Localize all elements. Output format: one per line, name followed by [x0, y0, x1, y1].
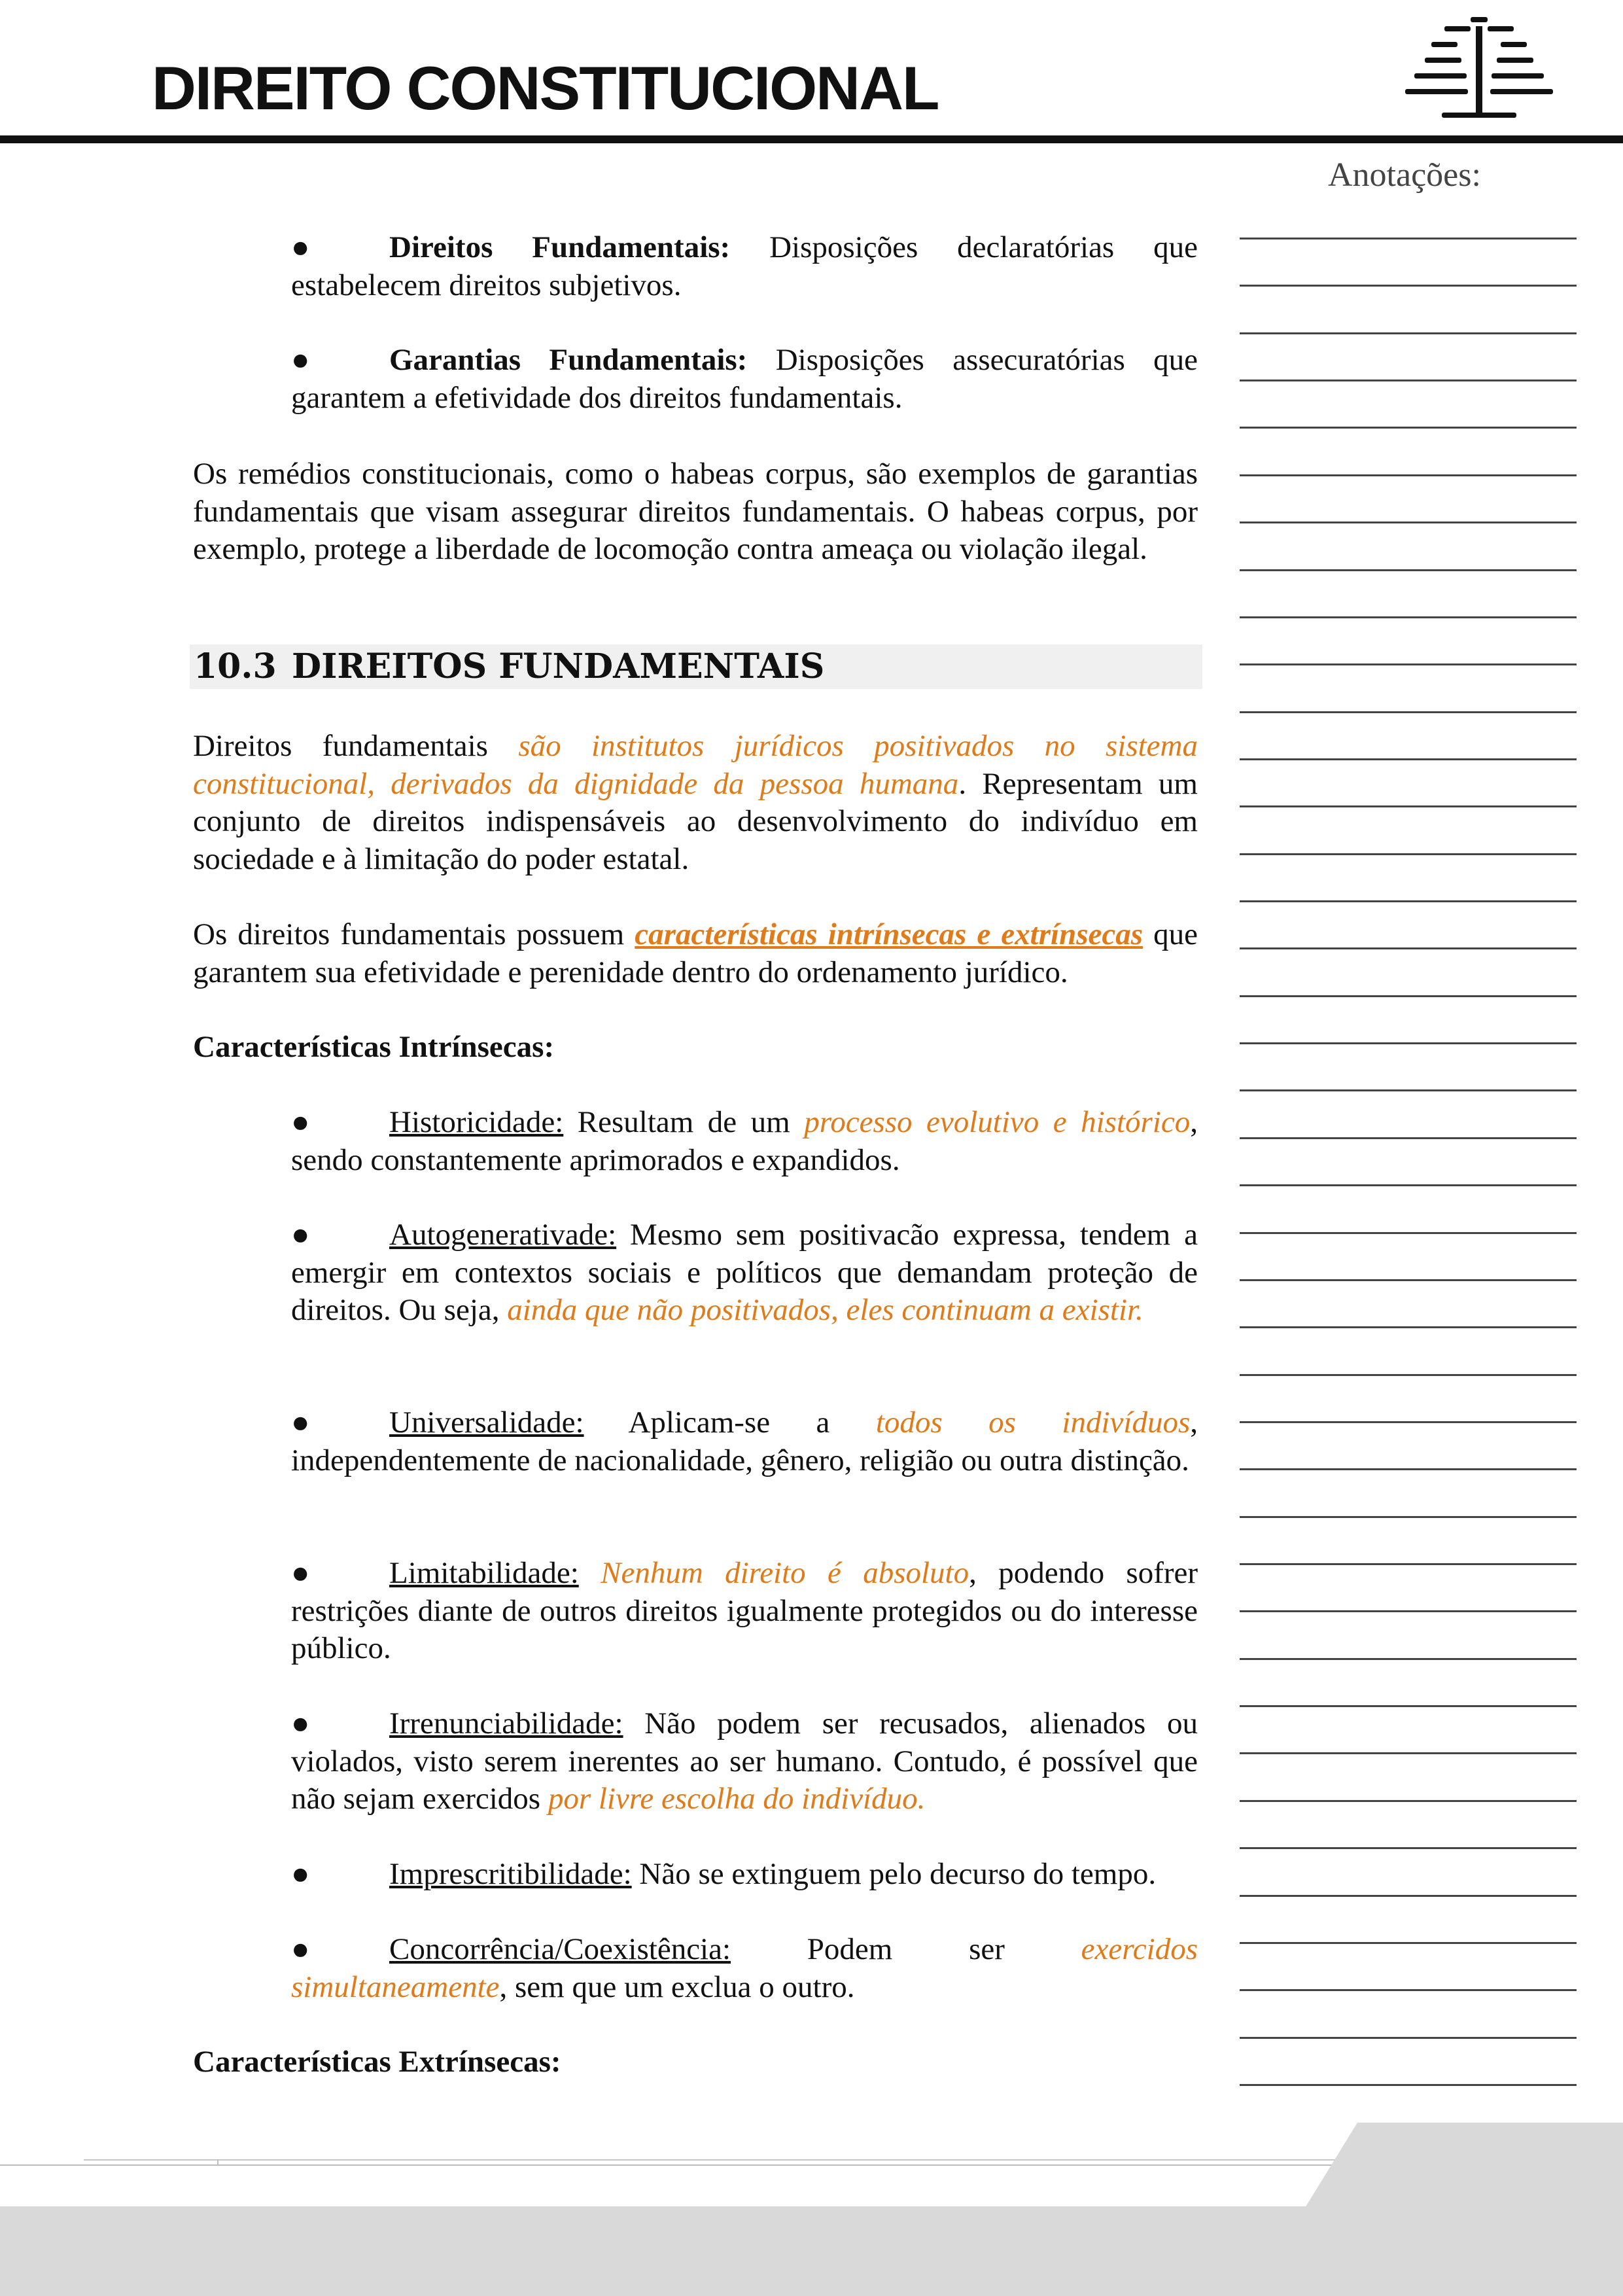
bullet-autogenerativade [291, 1216, 1198, 1330]
note-line [1240, 1374, 1577, 1376]
footer-rule [84, 2159, 1494, 2161]
note-line [1240, 1232, 1577, 1234]
note-line [1240, 1942, 1577, 1944]
note-line [1240, 1089, 1577, 1091]
bullet-dot: ● [291, 230, 310, 264]
definition-lead: Direitos fundamentais [193, 729, 519, 763]
characteristics-lead: Os direitos fundamentais possuem [193, 917, 635, 951]
note-line [1240, 1705, 1577, 1707]
footer-corner-shape [1305, 2123, 1623, 2208]
bullet-dot: ● [291, 1706, 310, 1740]
bullet-dot: ● [291, 343, 310, 377]
bullet-term: Garantias Fundamentais: [389, 343, 748, 377]
note-line [1240, 1184, 1577, 1186]
definition-highlight: são institutos jurídicos positivados no sistema constitucional, derivados da dignidade da pessoa humana [193, 729, 1198, 801]
header-rule [0, 135, 1623, 143]
bullet-text [579, 1556, 601, 1590]
bullet-term: Concorrência/Coexistência: [389, 1932, 731, 1966]
note-line [1240, 1468, 1577, 1470]
note-line [1240, 1800, 1577, 1802]
bullet-text: Disposições declaratórias que estabelecem direitos subjetivos. [291, 230, 1198, 302]
bullet-limitabilidade [291, 1555, 1198, 1668]
bullet-text: Resultam de um [563, 1105, 805, 1139]
note-line [1240, 569, 1577, 571]
note-line [1240, 1137, 1577, 1139]
bullet-dot: ● [291, 1857, 310, 1891]
bullet-dot: ● [291, 1556, 310, 1590]
bullet-universalidade [291, 1404, 1198, 1479]
note-line [1240, 521, 1577, 523]
note-line [1240, 758, 1577, 760]
characteristics-rest: que garantem sua efetividade e perenidade dentro do ordenamento jurídico. [193, 917, 1198, 989]
bullet-text: Disposições assecuratórias que garantem a efetividade dos direitos fundamentais. [291, 343, 1198, 415]
bullet-garantias-fundamentais [291, 342, 1198, 417]
notes-title: Anotações: [1328, 156, 1481, 194]
note-line [1240, 1279, 1577, 1281]
bullet-term: Universalidade: [389, 1405, 584, 1439]
bullet-highlight: Nenhum direito é absoluto [601, 1556, 969, 1590]
section-number: 10.3 [194, 646, 277, 686]
extrinsecas-heading: Características Extrínsecas: [193, 2045, 561, 2079]
section-title-text: DIREITOS FUNDAMENTAIS [292, 646, 825, 686]
note-line [1240, 1895, 1577, 1897]
note-line [1240, 1658, 1577, 1660]
scales-of-justice-logo [1405, 17, 1553, 120]
note-line [1240, 1610, 1577, 1612]
bullet-historicidade [291, 1104, 1198, 1179]
bullet-highlight: ainda que não positivados, eles continuam a existir. [507, 1293, 1143, 1327]
note-line [1240, 1421, 1577, 1423]
bullet-text-tail: , sem que um exclua o outro. [499, 1969, 855, 2004]
note-line [1240, 1847, 1577, 1849]
note-line [1240, 285, 1577, 287]
footer-band [0, 2206, 1623, 2296]
note-line [1240, 995, 1577, 997]
document-header-title: DIREITO CONSTITUCIONAL [152, 54, 939, 122]
definition-rest: . Representam um conjunto de direitos indispensáveis ao desenvolvimento do indivíduo em sociedade e à limitação do poder estatal. [193, 766, 1198, 876]
note-line [1240, 1563, 1577, 1565]
bullet-dot: ● [291, 1105, 310, 1139]
bullet-text: Não podem ser recusados, alienados ou violados, visto serem inerentes ao ser humano. Contudo, é possível que não sejam exercidos [291, 1706, 1198, 1816]
note-line [1240, 2084, 1577, 2086]
bullet-term: Imprescritibilidade: [389, 1857, 632, 1891]
bullet-term: Autogenerativade: [389, 1218, 617, 1252]
note-line [1240, 1989, 1577, 1991]
bullet-highlight: processo evolutivo e histórico [804, 1105, 1191, 1139]
note-line [1240, 1752, 1577, 1754]
note-line [1240, 427, 1577, 429]
bullet-imprescritibilidade [291, 1856, 1198, 1894]
note-line [1240, 1326, 1577, 1328]
note-line [1240, 853, 1577, 855]
bullet-direitos-fundamentais [291, 229, 1198, 304]
section-heading [194, 645, 824, 689]
bullet-text-tail: , sendo constantemente aprimorados e expandidos. [291, 1105, 1198, 1177]
note-line [1240, 616, 1577, 618]
bullet-text: Mesmo sem positivacão expressa, tendem a emergir em contextos sociais e políticos que demandam proteção de direitos. Ou seja, [291, 1218, 1198, 1327]
note-line [1240, 380, 1577, 381]
bullet-text-tail: , independentemente de nacionalidade, gênero, religião ou outra distinção. [291, 1405, 1198, 1477]
note-line [1240, 711, 1577, 713]
note-line [1240, 1042, 1577, 1044]
bullet-highlight: todos os indivíduos [875, 1405, 1191, 1439]
note-line [1240, 947, 1577, 949]
bullet-text: Não se extinguem pelo decurso do tempo. [631, 1857, 1157, 1891]
bullet-dot: ● [291, 1405, 310, 1439]
note-line [1240, 2037, 1577, 2039]
bullet-text: Aplicam-se a [584, 1405, 876, 1439]
characteristics-highlight: características intrínsecas e extrínsecas [635, 917, 1143, 951]
bullet-concorrencia [291, 1931, 1198, 2006]
bullet-term: Irrenunciabilidade: [389, 1706, 623, 1740]
bullet-highlight: exercidos simultaneamente [291, 1932, 1198, 2004]
intrinsecas-heading: Características Intrínsecas: [193, 1030, 555, 1064]
note-line [1240, 238, 1577, 239]
bullet-text: Podem ser [731, 1932, 1081, 1966]
characteristics-paragraph [193, 916, 1198, 991]
note-line [1240, 663, 1577, 665]
note-line [1240, 332, 1577, 334]
note-line [1240, 1516, 1577, 1518]
note-line [1240, 805, 1577, 807]
bullet-dot: ● [291, 1218, 310, 1252]
note-line [1240, 900, 1577, 902]
bullet-term: Direitos Fundamentais: [389, 230, 731, 264]
definition-paragraph [193, 728, 1198, 878]
bullet-text-tail: , podendo sofrer restrições diante de outros direitos igualmente protegidos ou do interesse público. [291, 1556, 1198, 1665]
bullet-dot: ● [291, 1932, 310, 1966]
bullet-term: Limitabilidade: [389, 1556, 579, 1590]
bullet-highlight: por livre escolha do indivíduo. [548, 1782, 926, 1816]
note-line [1240, 474, 1577, 476]
bullet-term: Historicidade: [389, 1105, 564, 1139]
remedios-paragraph: Os remédios constitucionais, como o habeas corpus, são exemplos de garantias fundamentais que visam assegurar direitos fundamentais. O habeas corpus, por exemplo, protege a liberdade de locomoção contra ameaça ou violação ilegal. [193, 457, 1198, 566]
bullet-irrenunciabilidade [291, 1705, 1198, 1818]
